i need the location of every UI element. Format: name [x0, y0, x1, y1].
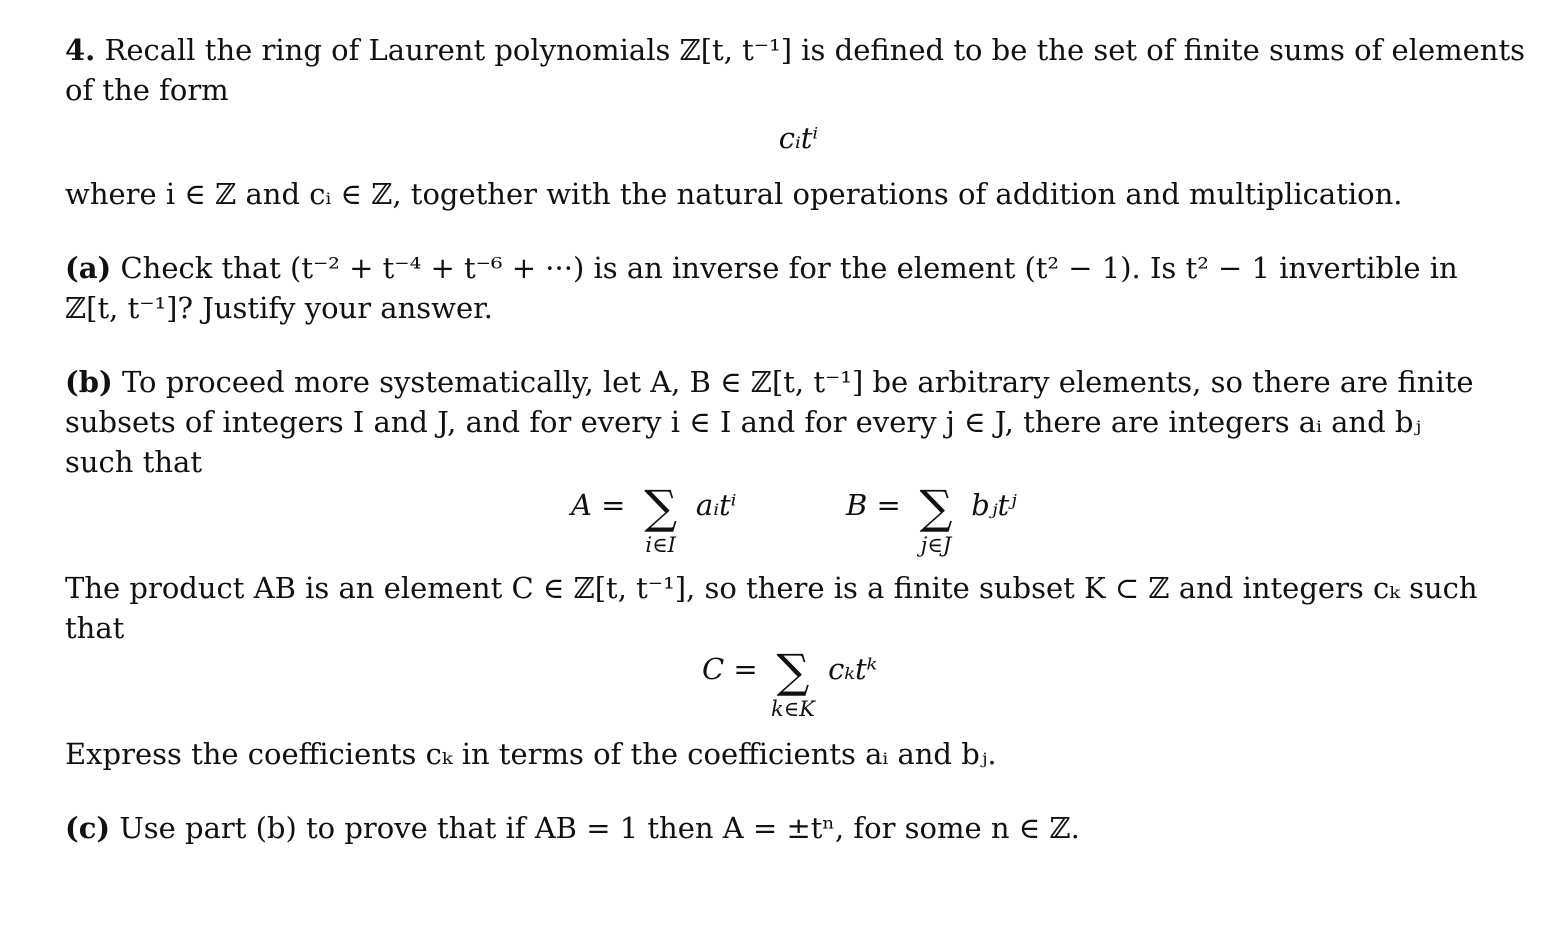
- problem-intro-text-1: Recall the ring of Laurent polynomials ℤ[t, t⁻¹] is defined to be the set of finite sums of elements: [104, 33, 1526, 67]
- sum-a-term: aᵢtⁱ: [695, 488, 737, 522]
- sum-b-sigma: [910, 480, 962, 557]
- sigma-icon: ∑: [919, 480, 953, 534]
- sigma-icon: ∑: [776, 644, 810, 698]
- sum-a-index: i∈I: [645, 533, 676, 557]
- sum-c-lhs: C =: [702, 652, 758, 686]
- problem-intro-line-1: [65, 30, 1532, 70]
- part-b-label: (b): [65, 365, 113, 399]
- sum-row-a-b: [65, 482, 1532, 568]
- sum-b-index: j∈J: [920, 533, 952, 557]
- problem-intro-line-2: of the form: [65, 73, 229, 107]
- part-b-line-3: such that: [65, 445, 202, 479]
- sum-b-lhs: B =: [846, 488, 901, 522]
- part-a-line-1: [65, 248, 1532, 288]
- part-b-line-2: subsets of integers I and J, and for every i ∈ I and for every j ∈ J, there are integers aᵢ and bⱼ: [65, 405, 1422, 439]
- sum-row-c: [65, 644, 1532, 734]
- sum-c: [702, 644, 878, 721]
- sigma-icon: ∑: [644, 480, 678, 534]
- problem-intro-line-3: where i ∈ ℤ and cᵢ ∈ ℤ, together with the natural operations of addition and multiplication.: [65, 177, 1403, 211]
- product-line-2: that: [65, 611, 125, 645]
- part-a-line-2: ℤ[t, t⁻¹]? Justify your answer.: [65, 291, 494, 325]
- part-c-label: (c): [65, 811, 111, 845]
- part-b-text-1: To proceed more systematically, let A, B ∈ ℤ[t, t⁻¹] be arbitrary elements, so there are finite: [121, 365, 1474, 399]
- part-a-text-1: Check that (t⁻² + t⁻⁴ + t⁻⁶ + ···) is an inverse for the element (t² − 1). Is t² − 1 invertible in: [120, 251, 1458, 285]
- sum-a-lhs: A =: [571, 488, 626, 522]
- product-line-1: The product AB is an element C ∈ ℤ[t, t⁻¹], so there is a finite subset K ⊂ ℤ and integers cₖ such: [65, 571, 1478, 605]
- sum-c-sigma: [767, 644, 819, 721]
- part-b-line-1: [65, 362, 1532, 402]
- sum-c-term: cₖtᵏ: [828, 652, 878, 686]
- part-c-text: Use part (b) to prove that if AB = 1 then A = ±tⁿ, for some n ∈ ℤ.: [119, 811, 1080, 845]
- problem-number: 4.: [65, 33, 96, 67]
- sum-a-sigma: [635, 480, 687, 557]
- part-c-line: [65, 808, 1532, 848]
- sum-b-term: bⱼtʲ: [971, 488, 1017, 522]
- sum-a: [571, 480, 737, 557]
- sum-c-index: k∈K: [770, 697, 815, 721]
- express-line: Express the coefficients cₖ in terms of the coefficients aᵢ and bⱼ.: [65, 737, 997, 771]
- part-a-label: (a): [65, 251, 112, 285]
- sum-b: [846, 480, 1017, 557]
- display-term: cᵢtⁱ: [778, 121, 819, 155]
